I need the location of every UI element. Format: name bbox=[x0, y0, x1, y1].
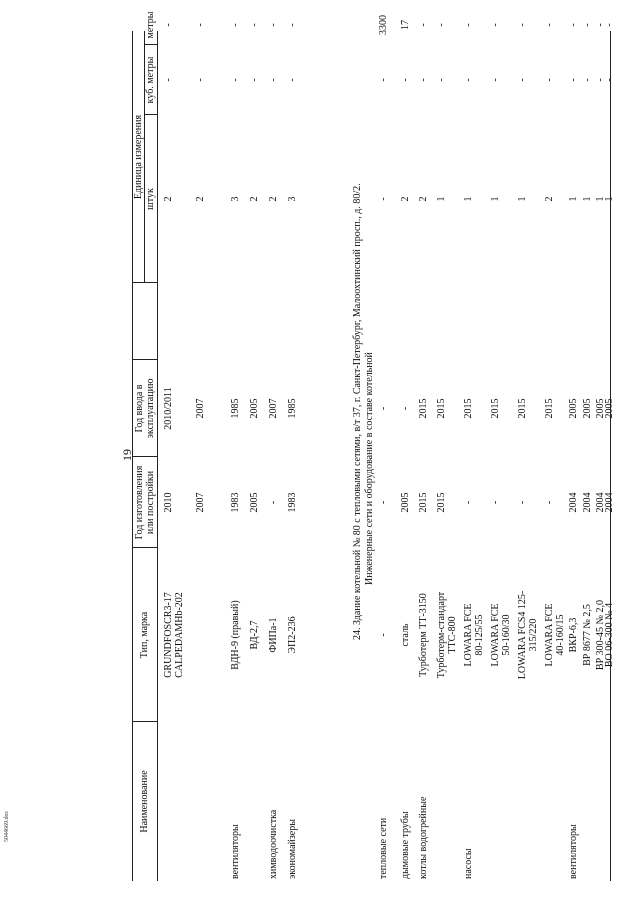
row-cubic-meters: - bbox=[230, 78, 241, 82]
row-type: - bbox=[378, 633, 389, 637]
row-cubic-meters: - bbox=[436, 78, 447, 82]
section-subtitle: Инженерные сети и оборудование в составе котельной bbox=[364, 352, 375, 585]
row-meters: - bbox=[582, 23, 593, 27]
row-count-pcs: 2 bbox=[418, 196, 429, 202]
section-title: 24. Здание котельной № 80 с тепловыми сетями, в/т 37, г. Санкт-Петербург, Малоохтинский просп., д. 80/2. bbox=[352, 183, 363, 640]
row-name: химводоочистка bbox=[268, 809, 279, 879]
row-meters: - bbox=[418, 23, 429, 27]
row-name: дымовые трубы bbox=[400, 811, 411, 879]
row-count-pcs: 2 bbox=[268, 196, 279, 202]
row-type: GRUNDFOSCR3-17 bbox=[163, 592, 174, 678]
row-year-commissioned: 2010/2011 bbox=[163, 387, 174, 430]
row-meters: - bbox=[604, 23, 615, 27]
row-count-pcs: 3 bbox=[230, 196, 241, 202]
row-year-made: 2004 bbox=[568, 492, 579, 513]
row-type: ВД-2,7 bbox=[249, 620, 260, 650]
row-year-commissioned: - bbox=[400, 406, 411, 411]
row-count-pcs: 2 bbox=[544, 196, 555, 202]
row-cubic-meters: - bbox=[418, 78, 429, 82]
row-type: LOWARA FCE bbox=[544, 603, 555, 667]
row-type: ВР 300-45 № 2,0 bbox=[595, 599, 606, 671]
row-cubic-meters: - bbox=[287, 78, 298, 82]
row-cubic-meters: - bbox=[249, 78, 260, 82]
row-year-made: - bbox=[544, 500, 555, 505]
row-type: Турботерм-стандарт bbox=[436, 591, 447, 679]
row-year-made: 1983 bbox=[287, 492, 298, 513]
footer-file: 5044669.doc bbox=[4, 810, 10, 842]
row-type: ВО 06-300 № 4 bbox=[604, 602, 615, 668]
row-type: ВДН-9 (правый) bbox=[230, 600, 241, 670]
row-type: 315/220 bbox=[528, 618, 539, 652]
row-count-pcs: 1 bbox=[463, 196, 474, 202]
row-count-pcs: 1 bbox=[517, 196, 528, 202]
row-name: вентиляторы bbox=[568, 824, 579, 879]
row-year-commissioned: 2015 bbox=[517, 398, 528, 419]
row-year-made: 2010 bbox=[163, 492, 174, 513]
row-type: 80-125/55 bbox=[474, 614, 485, 656]
table-header-rule bbox=[157, 31, 158, 881]
header-year-commissioned-2: эксплуатацию bbox=[145, 378, 156, 439]
row-cubic-meters: - bbox=[582, 78, 593, 82]
row-name: котлы водогрейные bbox=[418, 796, 429, 879]
row-year-made: 2004 bbox=[604, 492, 615, 513]
row-year-made: - bbox=[268, 500, 279, 505]
row-count-pcs: 2 bbox=[249, 196, 260, 202]
row-count-pcs: 1 bbox=[582, 196, 593, 202]
row-type: ТТС-800 bbox=[447, 616, 458, 654]
row-count-pcs: 2 bbox=[195, 196, 206, 202]
row-count-pcs: 1 bbox=[595, 196, 606, 202]
row-type: LOWARA FCE bbox=[490, 603, 501, 667]
row-type: ВКР-6,3 bbox=[568, 617, 579, 653]
row-count-pcs: 3 bbox=[287, 196, 298, 202]
table-bottom-rule bbox=[610, 31, 611, 881]
header-year-commissioned-1: Год ввода в bbox=[134, 384, 145, 433]
row-type: 40-160/15 bbox=[555, 614, 566, 656]
header-type: Тип, марка bbox=[139, 611, 150, 659]
row-year-made: 1983 bbox=[230, 492, 241, 513]
row-year-made: 2004 bbox=[582, 492, 593, 513]
row-year-commissioned: 2007 bbox=[268, 398, 279, 419]
header-year-made-1: Год изготовления bbox=[134, 465, 145, 540]
row-name: насосы bbox=[463, 848, 474, 879]
row-year-made: 2007 bbox=[195, 492, 206, 513]
header-unit-meters: метры bbox=[145, 11, 156, 39]
row-count-pcs: - bbox=[378, 197, 389, 201]
row-year-commissioned: 2015 bbox=[490, 398, 501, 419]
row-type: LOWARA FCE bbox=[463, 603, 474, 667]
row-cubic-meters: - bbox=[400, 78, 411, 82]
row-meters: 17 bbox=[400, 20, 411, 30]
row-meters: - bbox=[463, 23, 474, 27]
row-cubic-meters: - bbox=[163, 78, 174, 82]
row-cubic-meters: - bbox=[268, 78, 279, 82]
row-year-made: - bbox=[463, 500, 474, 505]
row-year-commissioned: 1985 bbox=[287, 398, 298, 419]
row-meters: - bbox=[490, 23, 501, 27]
row-count-pcs: 1 bbox=[436, 196, 447, 202]
row-year-commissioned: 2015 bbox=[436, 398, 447, 419]
row-meters: - bbox=[436, 23, 447, 27]
row-year-commissioned: - bbox=[378, 406, 389, 411]
row-year-made: 2015 bbox=[418, 492, 429, 513]
row-cubic-meters: - bbox=[463, 78, 474, 82]
row-year-made: 2004 bbox=[595, 492, 606, 513]
row-cubic-meters: - bbox=[568, 78, 579, 82]
row-year-made: - bbox=[378, 500, 389, 505]
row-meters: - bbox=[195, 23, 206, 27]
row-count-pcs: 1 bbox=[604, 196, 615, 202]
row-year-made: - bbox=[517, 500, 528, 505]
row-year-commissioned: 2015 bbox=[463, 398, 474, 419]
row-meters: - bbox=[595, 23, 606, 27]
row-type: LOWARA FCS4 125- bbox=[517, 590, 528, 680]
row-meters: - bbox=[568, 23, 579, 27]
page-number: 19 bbox=[120, 449, 134, 461]
header-unit-pcs: штук bbox=[145, 188, 156, 210]
row-meters: - bbox=[517, 23, 528, 27]
row-type: 50-160/30 bbox=[501, 614, 512, 656]
row-type: ЭП2-236 bbox=[287, 616, 298, 654]
row-cubic-meters: - bbox=[378, 78, 389, 82]
row-cubic-meters: - bbox=[604, 78, 615, 82]
row-meters: - bbox=[230, 23, 241, 27]
row-type: ФИПа-1 bbox=[268, 617, 279, 653]
row-year-commissioned: 2015 bbox=[418, 398, 429, 419]
row-meters: 3300 bbox=[378, 15, 389, 35]
header-name: Наименование bbox=[139, 770, 150, 833]
row-cubic-meters: - bbox=[595, 78, 606, 82]
row-meters: - bbox=[163, 23, 174, 27]
row-year-commissioned: 2015 bbox=[544, 398, 555, 419]
row-year-made: 2015 bbox=[436, 492, 447, 513]
row-year-made: - bbox=[490, 500, 501, 505]
row-cubic-meters: - bbox=[544, 78, 555, 82]
row-cubic-meters: - bbox=[490, 78, 501, 82]
row-year-commissioned: 2005 bbox=[582, 398, 593, 419]
row-type: CALPEDAMHb-202 bbox=[174, 592, 185, 678]
row-cubic-meters: - bbox=[517, 78, 528, 82]
row-type: ВР 8677 № 2,5 bbox=[582, 604, 593, 666]
row-meters: - bbox=[249, 23, 260, 27]
row-meters: - bbox=[287, 23, 298, 27]
header-year-made-2: или постройки bbox=[145, 470, 156, 535]
row-year-commissioned: 2005 bbox=[595, 398, 606, 419]
row-type: Турботерм ТТ-3150 bbox=[418, 593, 429, 677]
row-year-commissioned: 2007 bbox=[195, 398, 206, 419]
row-year-made: 2005 bbox=[400, 492, 411, 513]
row-type: сталь bbox=[400, 623, 411, 647]
row-meters: - bbox=[544, 23, 555, 27]
row-count-pcs: 1 bbox=[490, 196, 501, 202]
row-year-made: 2005 bbox=[249, 492, 260, 513]
row-name: экономайзеры bbox=[287, 819, 298, 879]
row-year-commissioned: 2005 bbox=[604, 398, 615, 419]
row-meters: - bbox=[268, 23, 279, 27]
row-count-pcs: 2 bbox=[400, 196, 411, 202]
row-year-commissioned: 1985 bbox=[230, 398, 241, 419]
row-year-commissioned: 2005 bbox=[568, 398, 579, 419]
row-name: тепловые сети bbox=[378, 817, 389, 879]
header-units: Единица измерения bbox=[133, 114, 144, 200]
row-year-commissioned: 2005 bbox=[249, 398, 260, 419]
row-count-pcs: 2 bbox=[163, 196, 174, 202]
row-count-pcs: 1 bbox=[568, 196, 579, 202]
header-unit-cubic: куб. метры bbox=[145, 56, 156, 104]
row-name: вентиляторы bbox=[230, 824, 241, 879]
row-cubic-meters: - bbox=[195, 78, 206, 82]
